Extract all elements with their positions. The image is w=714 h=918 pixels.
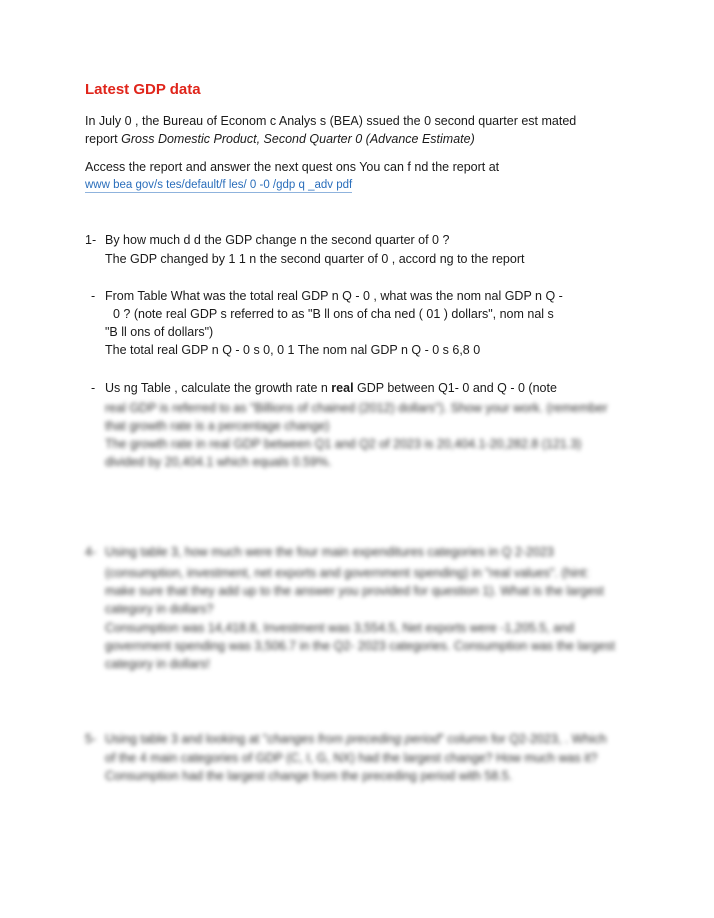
question-4: 4- Using table 3, how much were the four main expenditures categories in Q 2-2023: [85, 545, 554, 559]
question-number: 5-: [85, 732, 97, 746]
answer-3-line-2: divided by 20,404.1 which equals 0.59%.: [105, 455, 332, 469]
question-number: -: [91, 381, 96, 395]
question-4-line-4: category in dollars?: [105, 602, 214, 616]
answer-1: The GDP changed by 1 1 n the second quarter of 0 , accord ng to the report: [105, 252, 525, 266]
intro-line-1: In July 0 , the Bureau of Econom c Analys s (BEA) ssued the 0 second quarter est mated: [85, 114, 577, 128]
answer-3-line-1: The growth rate in real GDP between Q1 and Q2 of 2023 is 20,404.1-20,282.8 (121.3): [105, 437, 582, 451]
access-text: Access the report and answer the next quest ons You can f nd the report at: [85, 160, 500, 174]
report-link[interactable]: www bea gov/s tes/default/f les/ 0 -0 /gdp q _adv pdf: [85, 179, 353, 191]
real-emphasis: real: [331, 381, 354, 395]
intro-line-2: report Gross Domestic Product, Second Quarter 0 (Advance Estimate): [85, 132, 475, 146]
question-3-line-3: that growth rate is a percentage change): [105, 419, 330, 433]
page-title: Latest GDP data: [85, 81, 201, 98]
question-4-line-2: (consumption, investment, net exports and government spending) in "real values". (hint:: [105, 566, 590, 580]
question-4-line-3: make sure that they add up to the answer you provided for question 1). What is the largest: [105, 584, 604, 598]
answer-2: The total real GDP n Q - 0 s 0, 0 1 The nom nal GDP n Q - 0 s 6,8 0: [105, 343, 481, 357]
report-title: Gross Domestic Product, Second Quarter 0 (Advance Estimate): [121, 132, 475, 146]
answer-4-line-1: Consumption was 14,418.8, Investment was 3,554.5, Net exports were -1,205.5, and: [105, 621, 575, 635]
question-3-line-2: real GDP is referred to as "Billions of chained (2012) dollars"). Show your work. (remember: [105, 401, 608, 415]
question-2-line-3: "B ll ons of dollars"): [105, 325, 214, 339]
question-3: - Us ng Table , calculate the growth rate n real GDP between Q1- 0 and Q - 0 (note: [91, 381, 557, 395]
question-number: -: [91, 289, 96, 303]
question-1: [85, 231, 449, 249]
question-2: [91, 287, 563, 305]
intro-paragraph: [85, 112, 630, 148]
question-5: 5- Using table 3 and looking at "changes from preceding period" column for Q2-2023, . Which: [85, 732, 607, 746]
question-text: By how much d d the GDP change n the second quarter of 0 ?: [105, 233, 450, 247]
question-number: 4-: [85, 545, 97, 559]
question-text-line-1: From Table What was the total real GDP n Q - 0 , what was the nom nal GDP n Q -: [105, 289, 563, 303]
question-2-line-2: 0 ? (note real GDP s referred to as "B ll ons of cha ned ( 01 ) dollars", nom nal s: [113, 307, 554, 321]
question-5-line-2: of the 4 main categories of GDP (C, I, G, NX) had the largest change? How much was it?: [105, 751, 598, 765]
question-number: 1-: [85, 233, 97, 247]
answer-4-line-2: government spending was 3,506.7 in the Q2- 2023 categories. Consumption was the largest: [105, 639, 616, 653]
answer-5: Consumption had the largest change from the preceding period with 58.5.: [105, 769, 513, 783]
answer-4-line-3: category in dollars!: [105, 657, 210, 671]
